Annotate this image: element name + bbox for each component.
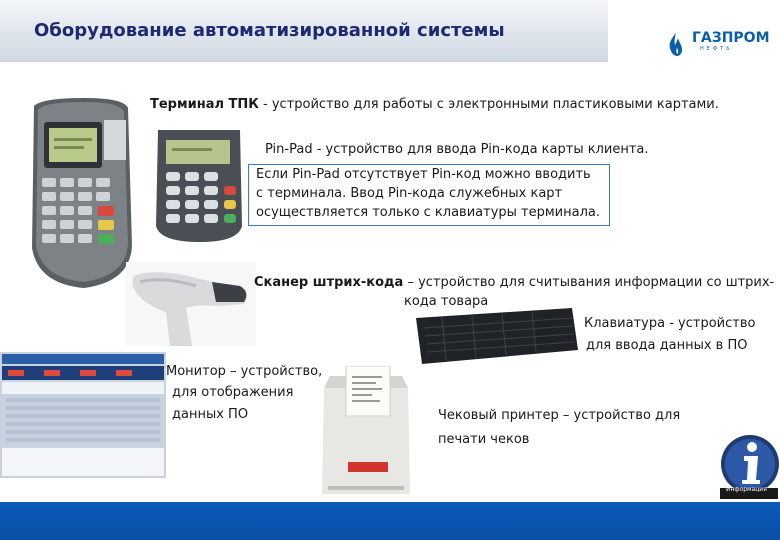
logo-subtext: НЕФТЬ bbox=[700, 46, 733, 52]
receipt-printer-image bbox=[316, 366, 416, 500]
pinpad-desc: - устройство для ввода Pin-кода карты клиента. bbox=[312, 142, 649, 157]
terminal-term: Терминал ТПК bbox=[150, 97, 259, 112]
keyboard-desc-line1: - устройство bbox=[665, 316, 756, 331]
terminal-description bbox=[150, 95, 719, 114]
monitor-term: Монитор bbox=[166, 364, 226, 379]
pinpad-note-line: с терминала. Ввод Pin-кода служебных карт bbox=[256, 186, 563, 201]
scanner-desc-line1: – устройство для считывания информации со штрих- bbox=[403, 275, 775, 290]
monitor-desc-line1: – устройство, bbox=[225, 364, 323, 379]
scanner-desc-line2: кода товара bbox=[404, 294, 489, 309]
pinpad-description bbox=[265, 140, 649, 159]
barcode-scanner-image bbox=[126, 262, 256, 346]
keyboard-desc-line2: для ввода данных в ПО bbox=[586, 338, 748, 353]
keyboard-description bbox=[584, 314, 755, 333]
printer-description bbox=[438, 406, 680, 425]
printer-term: Чековый принтер bbox=[438, 408, 559, 423]
logo-wordmark: ГАЗПРОМ bbox=[692, 30, 770, 46]
monitor-desc-line2: для отображения bbox=[172, 385, 294, 400]
monitor-screen-image bbox=[0, 352, 166, 478]
monitor-desc-line3: данных ПО bbox=[172, 407, 249, 422]
terminal-desc: - устройство для работы с электронными пластиковыми картами. bbox=[258, 97, 719, 112]
pinpad-note-line: Если Pin-Pad отсутствует Pin-код можно вводить bbox=[256, 167, 591, 182]
keyboard-image bbox=[412, 306, 580, 366]
payment-terminal-image bbox=[24, 96, 134, 290]
pinpad-note-line: осуществляется только с клавиатуры терминала. bbox=[256, 205, 601, 220]
slide-title: Оборудование автоматизированной системы bbox=[34, 20, 505, 41]
printer-desc-line2: печати чеков bbox=[438, 432, 530, 447]
monitor-description bbox=[166, 362, 322, 381]
info-badge-label: Информация bbox=[726, 486, 767, 493]
pin-pad-image bbox=[152, 126, 246, 244]
scanner-description bbox=[254, 273, 774, 292]
pinpad-term: Pin-Pad bbox=[265, 142, 313, 157]
keyboard-term: Клавиатура bbox=[584, 316, 666, 331]
scanner-term: Сканер штрих-кода bbox=[254, 275, 404, 290]
footer-band bbox=[0, 502, 780, 540]
printer-desc-line1: – устройство для bbox=[558, 408, 681, 423]
